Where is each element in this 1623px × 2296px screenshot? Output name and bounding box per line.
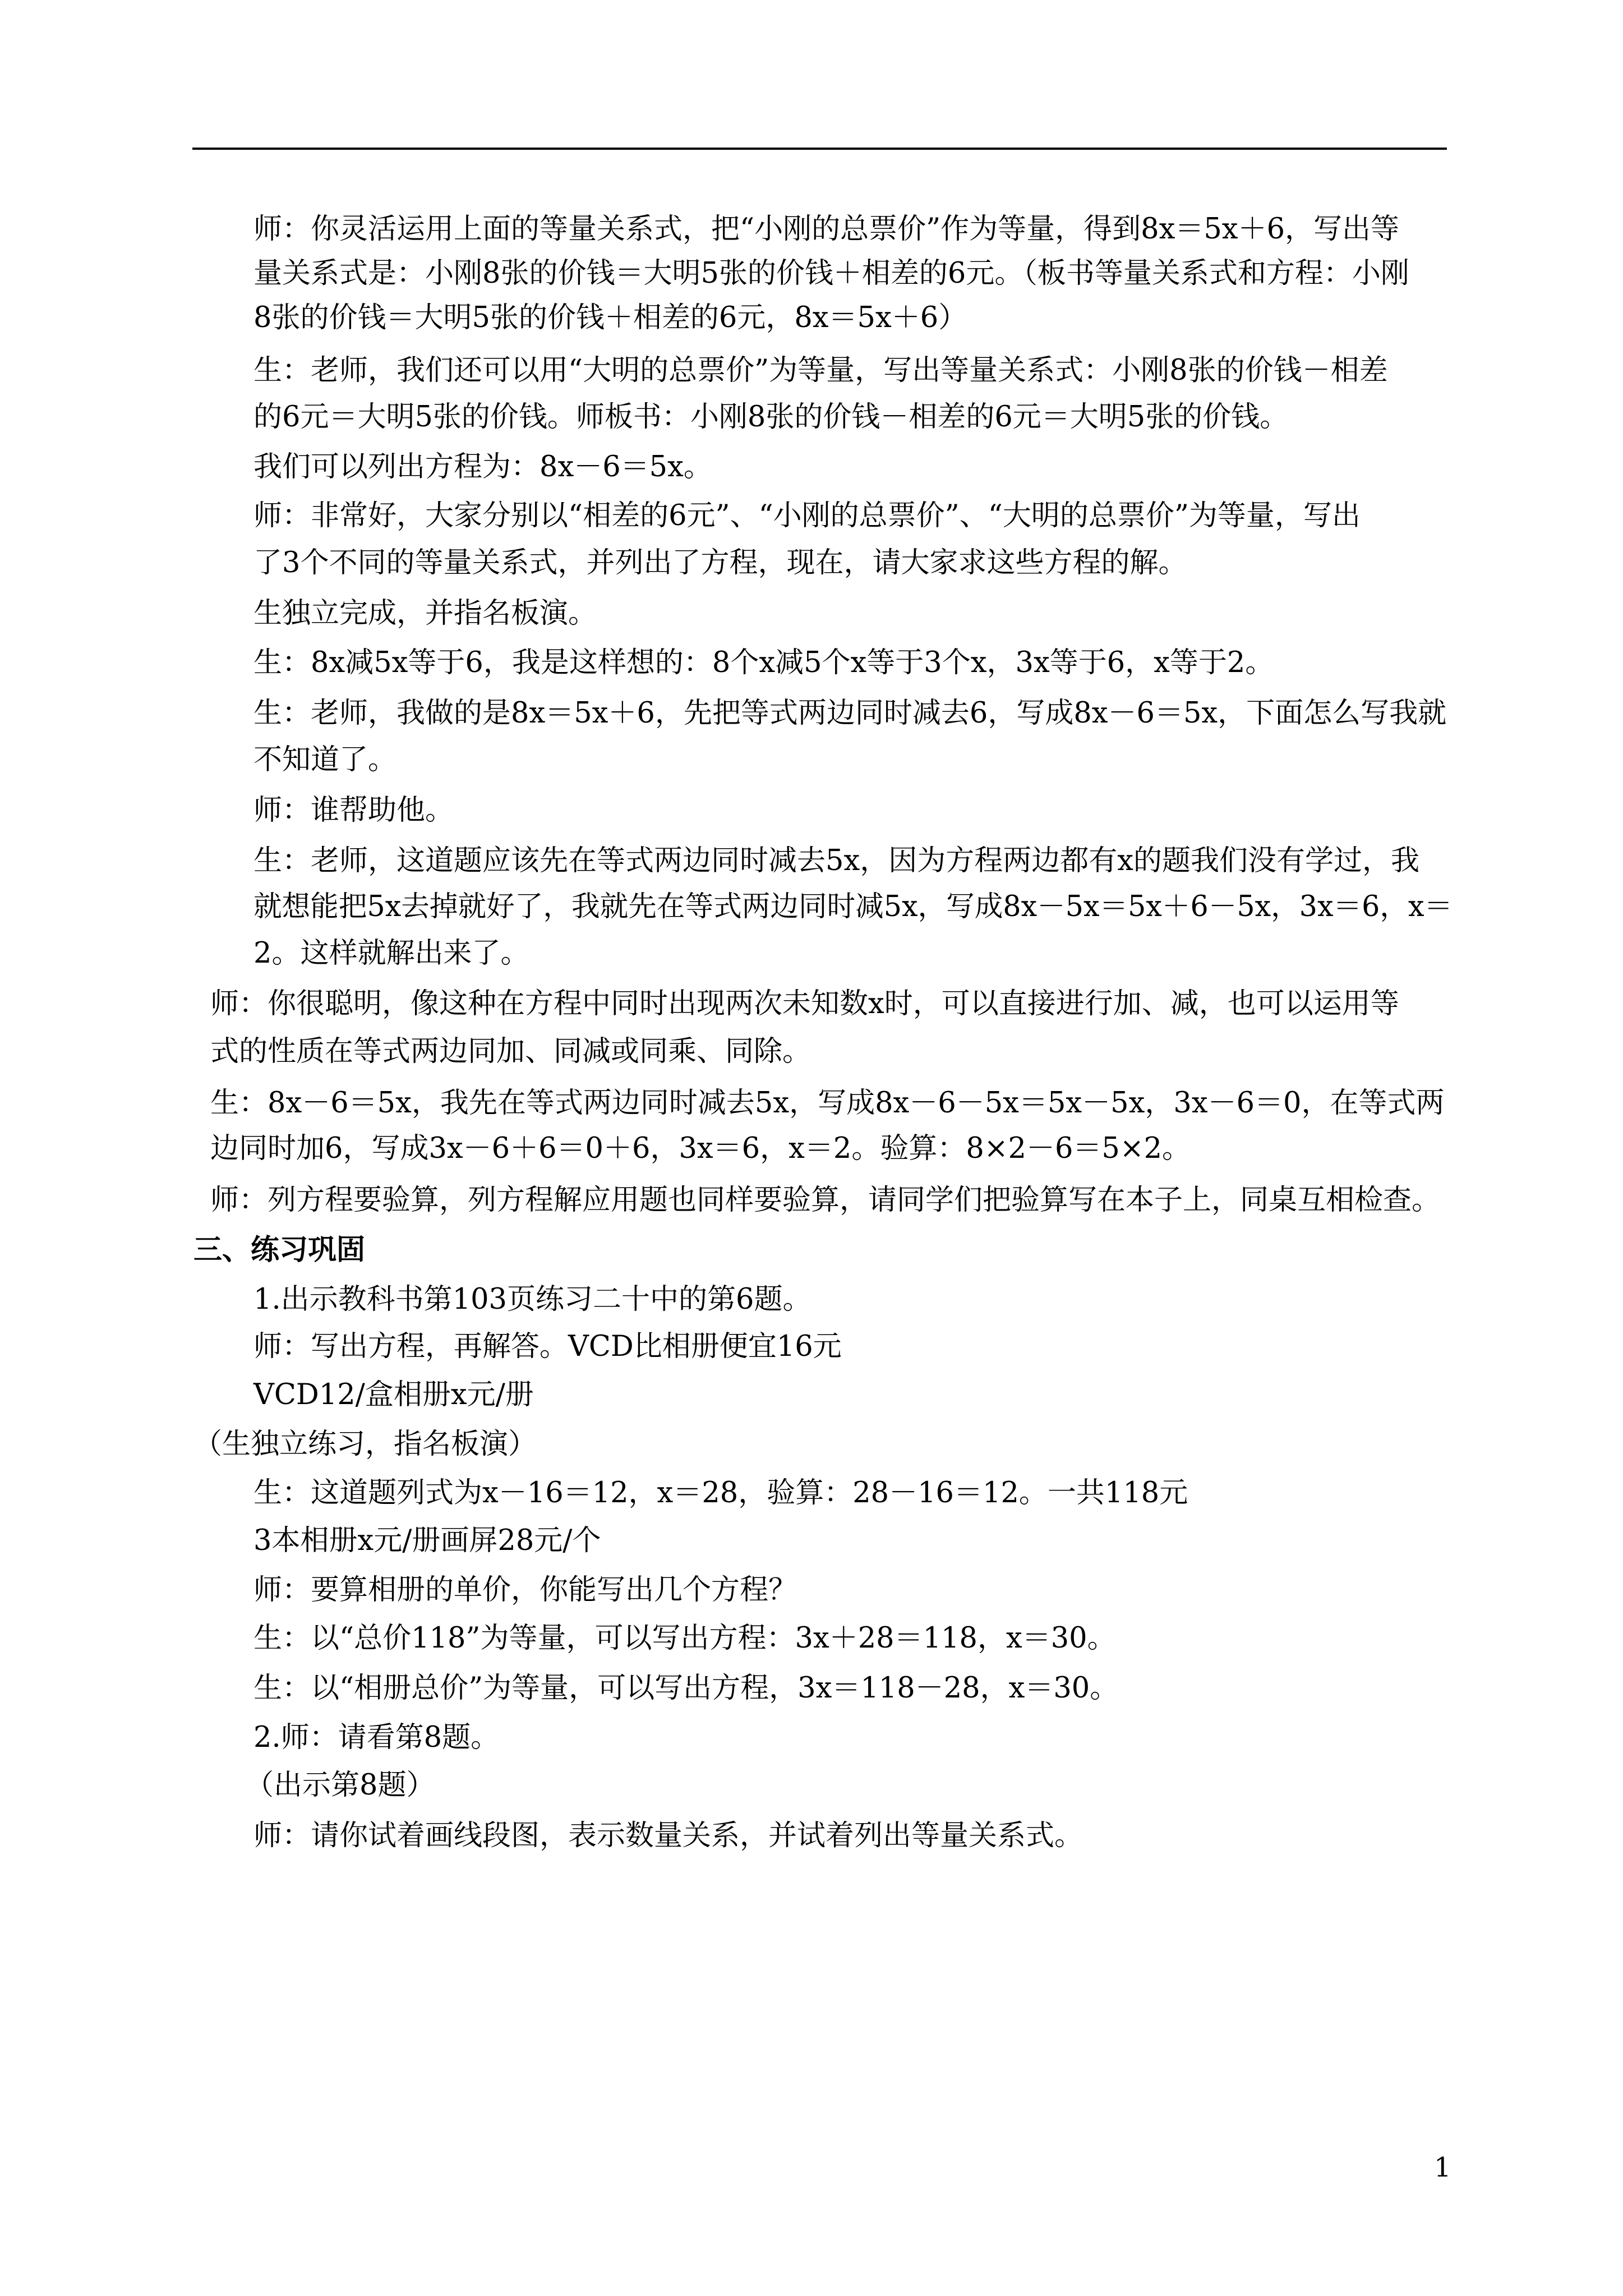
text-line: 的6元＝大明5张的价钱。师板书：小刚8张的价钱－相差的6元＝大明5张的价钱。 xyxy=(253,401,1289,434)
text-line: 2.师：请看第8题。 xyxy=(253,1721,500,1754)
text-line: VCD12/盒相册x元/册 xyxy=(253,1378,534,1411)
text-line: （生独立练习，指名板演） xyxy=(193,1428,537,1461)
text-line: 不知道了。 xyxy=(253,743,397,776)
text-line: 我们可以列出方程为：8x－6＝5x。 xyxy=(253,450,712,484)
text-line: 生独立完成，并指名板演。 xyxy=(253,597,597,630)
text-line: 师：你灵活运用上面的等量关系式，把“小刚的总票价”作为等量，得到8x＝5x＋6，写出等 xyxy=(253,213,1400,246)
text-line: 生：这道题列式为x－16＝12，x＝28，验算：28－16＝12。一共118元 xyxy=(253,1476,1188,1510)
text-line: 师：写出方程，再解答。VCD比相册便宜16元 xyxy=(253,1330,842,1363)
text-line: 就想能把5x去掉就好了，我就先在等式两边同时减5x，写成8x－5x＝5x＋6－5x，3x＝6，x＝ xyxy=(253,890,1453,923)
text-line: 生：8x减5x等于6，我是这样想的：8个x减5个x等于3个x，3x等于6，x等于2。 xyxy=(253,646,1274,679)
text-line: 1.出示教科书第103页练习二十中的第6题。 xyxy=(253,1283,811,1316)
text-line: 生：以“相册总价”为等量，可以写出方程，3x＝118－28，x＝30。 xyxy=(253,1672,1119,1705)
text-line: 了3个不同的等量关系式，并列出了方程，现在，请大家求这些方程的解。 xyxy=(253,546,1187,579)
text-line: 8张的价钱＝大明5张的价钱＋相差的6元，8x＝5x＋6） xyxy=(253,301,967,334)
text-line: 2。这样就解出来了。 xyxy=(253,937,529,970)
text-line: 生：老师，这道题应该先在等式两边同时减去5x，因为方程两边都有x的题我们没有学过，我 xyxy=(253,844,1419,877)
text-line: 师：列方程要验算，列方程解应用题也同样要验算，请同学们把验算写在本子上，同桌互相检查。 xyxy=(210,1184,1441,1217)
text-line: （出示第8题） xyxy=(245,1769,435,1802)
header-rule xyxy=(192,148,1447,150)
text-line: 师：谁帮助他。 xyxy=(253,794,454,827)
text-line: 式的性质在等式两边同加、同减或同乘、同除。 xyxy=(210,1035,811,1068)
text-line: 生：老师，我做的是8x＝5x＋6，先把等式两边同时减去6，写成8x－6＝5x，下面怎么写我就 xyxy=(253,697,1447,730)
page-number: 1 xyxy=(1434,2152,1451,2183)
section-heading: 三、练习巩固 xyxy=(193,1234,366,1267)
text-line: 3本相册x元/册画屏28元/个 xyxy=(253,1524,601,1557)
text-line: 生：8x－6＝5x，我先在等式两边同时减去5x，写成8x－6－5x＝5x－5x，3x－6＝0，在等式两 xyxy=(210,1087,1445,1120)
text-line: 生：老师，我们还可以用“大明的总票价”为等量，写出等量关系式：小刚8张的价钱－相差 xyxy=(253,354,1388,387)
text-line: 师：请你试着画线段图，表示数量关系，并试着列出等量关系式。 xyxy=(253,1819,1083,1852)
text-line: 师：你很聪明，像这种在方程中同时出现两次未知数x时，可以直接进行加、减，也可以运用等 xyxy=(210,987,1399,1020)
text-line: 量关系式是：小刚8张的价钱＝大明5张的价钱＋相差的6元。（板书等量关系式和方程：小刚 xyxy=(253,257,1409,290)
text-line: 边同时加6，写成3x－6＋6＝0＋6，3x＝6，x＝2。验算：8×2－6＝5×2。 xyxy=(210,1132,1191,1165)
text-line: 师：非常好，大家分别以“相差的6元”、“小刚的总票价”、“大明的总票价”为等量，写出 xyxy=(253,499,1361,532)
text-line: 师：要算相册的单价，你能写出几个方程？ xyxy=(253,1573,797,1607)
text-line: 生：以“总价118”为等量，可以写出方程：3x＋28＝118，x＝30。 xyxy=(253,1622,1116,1655)
